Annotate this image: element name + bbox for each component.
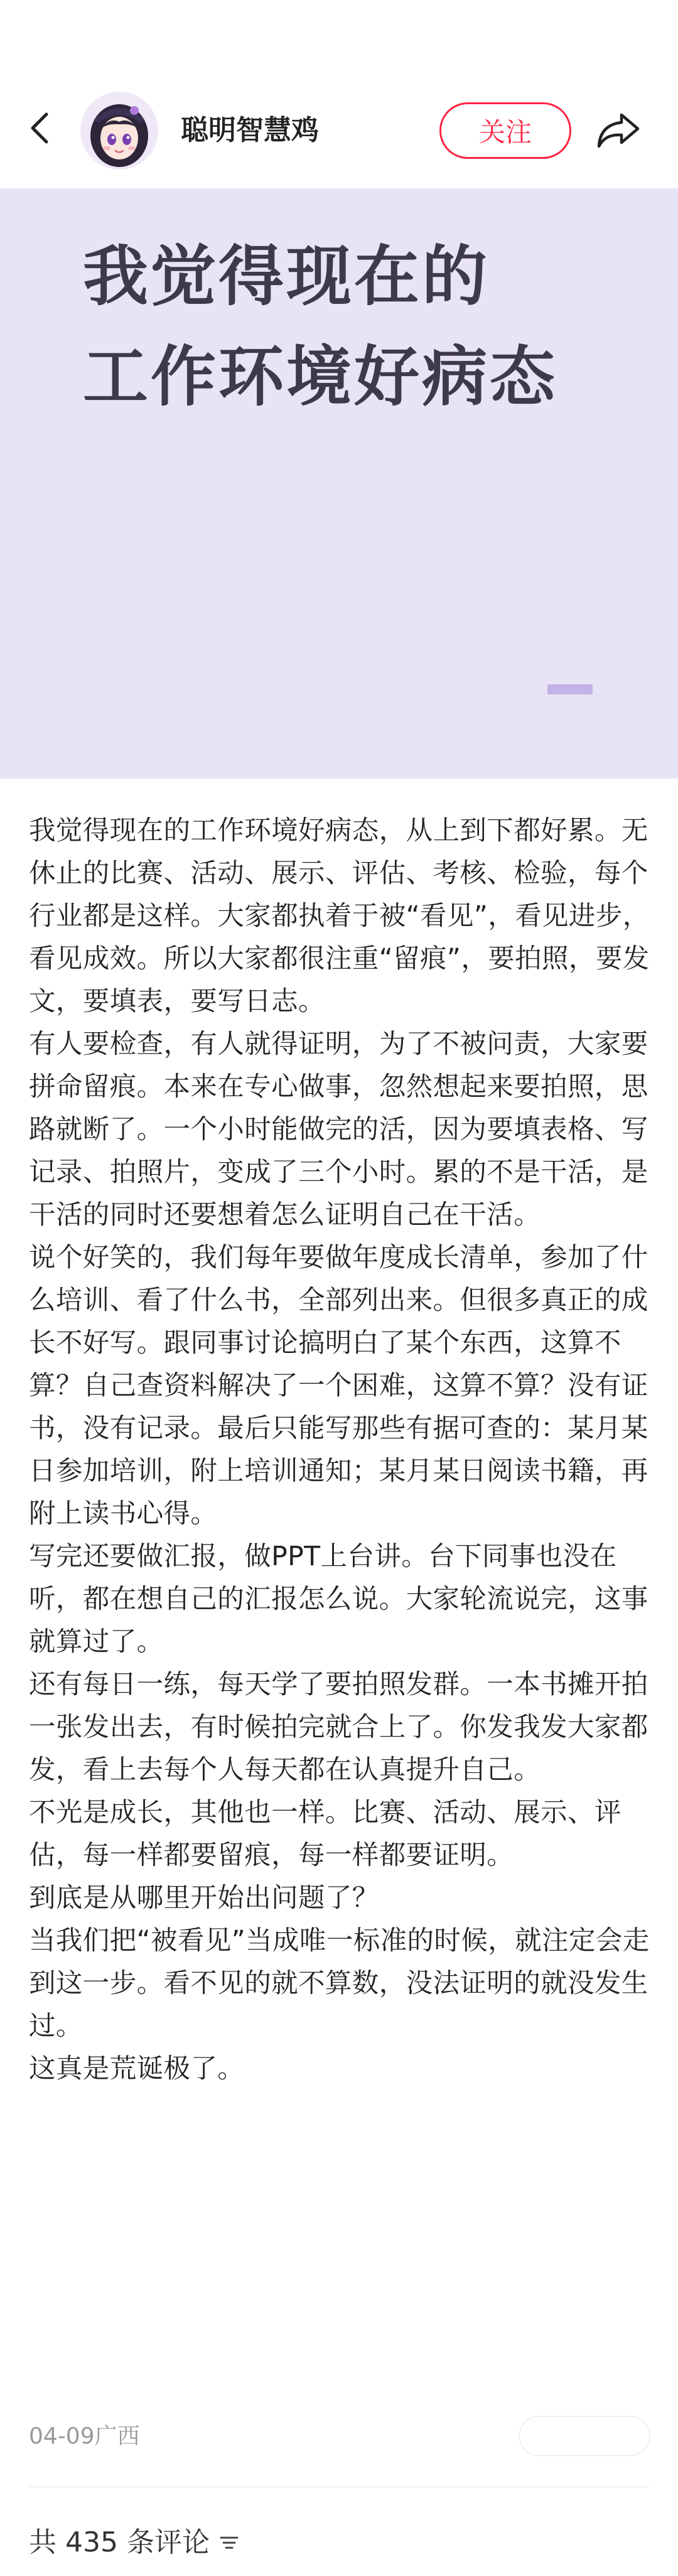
cover-title-line2: 工作环境好病态 bbox=[83, 338, 558, 415]
cover-title bbox=[83, 226, 635, 427]
note-body bbox=[29, 810, 650, 2091]
note-header bbox=[0, 0, 678, 188]
avatar-image bbox=[80, 92, 158, 170]
sort-filter-icon[interactable] bbox=[218, 2533, 240, 2552]
share-icon bbox=[595, 111, 642, 150]
back-button[interactable] bbox=[18, 105, 63, 151]
cover-title-line1: 我觉得现在的 bbox=[83, 238, 490, 315]
share-button[interactable] bbox=[590, 105, 647, 156]
body-paragraph: 写完还要做汇报，做PPT上台讲。台下同事也没在听，都在想自己的汇报怎么说。大家轮流说完，这事就算过了。 bbox=[29, 1541, 648, 1657]
cover-decoration-bar bbox=[547, 684, 593, 694]
divider bbox=[29, 2486, 649, 2487]
body-paragraph: 到底是从哪里开始出问题了？ bbox=[29, 1883, 379, 1914]
body-paragraph: 当我们把“被看见”当成唯一标准的时候，就注定会走到这一步。看不见的就不算数，没法证明的就没发生过。 bbox=[29, 1926, 650, 2042]
body-paragraph: 说个好笑的，我们每年要做年度成长清单，参加了什么培训、看了什么书，全部列出来。但很多真正的成长不好写。跟同事讨论搞明白了某个东西，这算不算？自己查资料解决了一个困难，这算不算？没有证书，没有记录。最后只能写那些有据可查的：某月某日参加培训，附上培训通知；某月某日阅读书籍，再附上读书心得。 bbox=[29, 1242, 648, 1529]
post-date-location: 04-09广西 bbox=[29, 2423, 140, 2449]
body-paragraph: 我觉得现在的工作环境好病态，从上到下都好累。无休止的比赛、活动、展示、评估、考核、检验，每个行业都是这样。大家都执着于被“看见”，看见进步，看见成效。所以大家都很注重“留痕”，要拍照，要发文，要填表，要写日志。 bbox=[29, 816, 650, 1017]
author-name[interactable]: 聪明智慧鸡 bbox=[181, 114, 319, 146]
note-meta-row bbox=[29, 2415, 650, 2465]
comments-header bbox=[29, 2518, 240, 2568]
note-cover-image[interactable] bbox=[0, 188, 678, 779]
body-paragraph: 不光是成长，其他也一样。比赛、活动、展示、评估，每一样都要留痕，每一样都要证明。 bbox=[29, 1797, 622, 1871]
author-avatar[interactable] bbox=[80, 92, 158, 170]
body-paragraph: 这真是荒诞极了。 bbox=[29, 2054, 245, 2084]
body-paragraph: 有人要检查，有人就得证明，为了不被问责，大家要拼命留痕。本来在专心做事，忽然想起来要拍照，思路就断了。一个小时能做完的活，因为要填表格、写记录、拍照片，变成了三个小时。累的不是干活，是干活的同时还要想着怎么证明自己在干活。 bbox=[29, 1029, 648, 1231]
back-arrow-icon bbox=[28, 110, 53, 146]
comment-count: 共 435 条评论 bbox=[29, 2526, 210, 2558]
reaction-button[interactable] bbox=[519, 2416, 650, 2456]
follow-button[interactable]: 关注 bbox=[439, 102, 571, 159]
body-paragraph: 还有每日一练，每天学了要拍照发群。一本书摊开拍一张发出去，有时候拍完就合上了。你发我发大家都发，看上去每个人每天都在认真提升自己。 bbox=[29, 1669, 648, 1786]
